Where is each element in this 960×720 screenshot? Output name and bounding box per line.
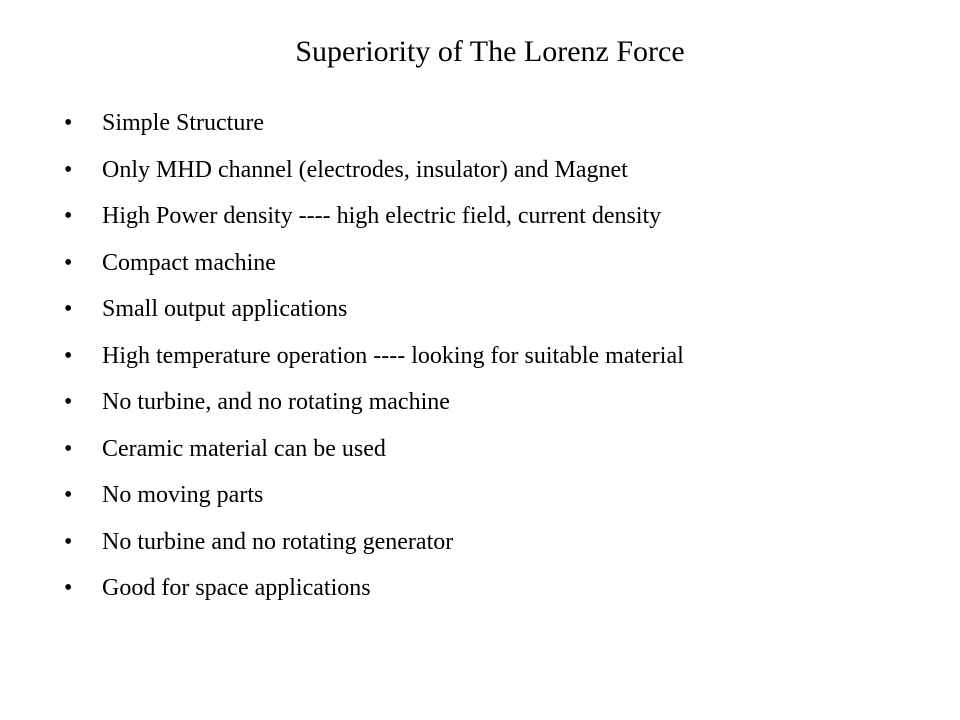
bullet-icon: •	[64, 110, 73, 136]
bullet-text: No turbine and no rotating generator	[102, 528, 454, 555]
bullet-icon: •	[64, 389, 73, 415]
bullet-icon: •	[64, 342, 73, 369]
bullet-icon: •	[64, 575, 73, 601]
bullet-text: Ceramic material can be used	[102, 435, 386, 462]
bullet-icon: •	[64, 482, 73, 508]
bullet-text: Simple Structure	[102, 110, 264, 136]
slide-title: Superiority of The Lorenz Force	[295, 35, 685, 68]
bullet-icon: •	[64, 528, 73, 555]
bullet-text: Small output applications	[102, 296, 348, 322]
bullet-icon: •	[64, 296, 73, 322]
bullet-text: No moving parts	[102, 482, 264, 508]
bullet-text: Compact machine	[102, 249, 276, 276]
bullet-icon: •	[64, 156, 73, 183]
bullet-text: High Power density ---- high electric field, current density	[102, 203, 662, 229]
bullet-icon: •	[64, 249, 73, 276]
bullet-icon: •	[64, 435, 73, 462]
bullet-text: No turbine, and no rotating machine	[102, 389, 450, 415]
bullet-text: High temperature operation ---- looking for suitable material	[102, 342, 684, 369]
bullet-text: Only MHD channel (electrodes, insulator) and Magnet	[102, 156, 628, 183]
bullet-text: Good for space applications	[102, 575, 371, 601]
bullet-icon: •	[64, 203, 73, 229]
